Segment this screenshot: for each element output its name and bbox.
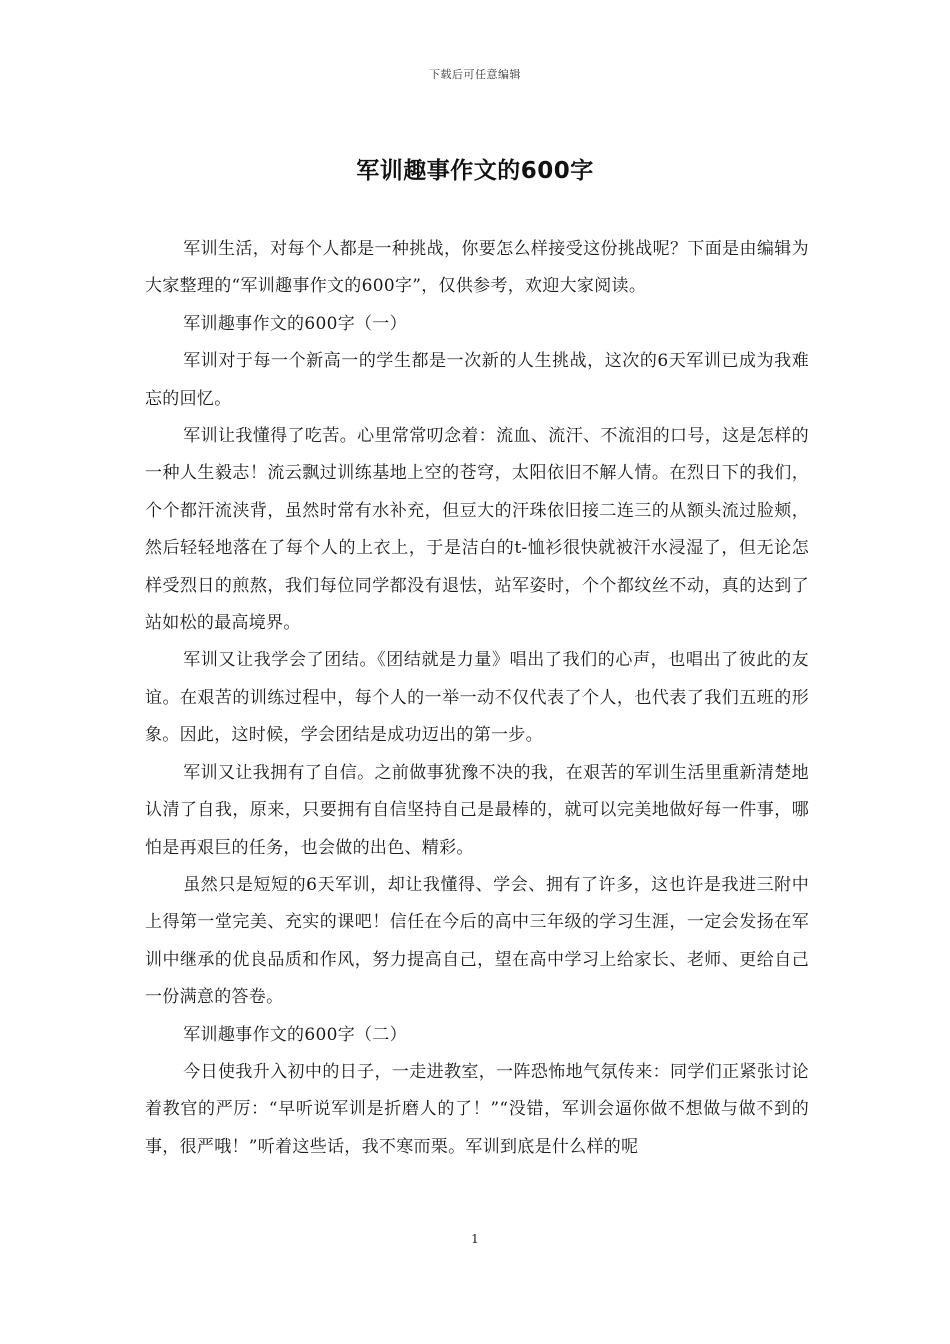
paragraph: 今日使我升入初中的日子，一走进教室，一阵恐怖地气氛传来：同学们正紧张讨论着教官的严厉：“早听说军训是折磨人的了！”“没错，军训会逼你做不想做与做不到的事，很严哦！”听着这些话，我不寒而栗。军训到底是什么样的呢 — [145, 1061, 809, 1157]
paragraph: 军训又让我学会了团结。《团结就是力量》唱出了我们的心声，也唱出了彼此的友谊。在艰苦的训练过程中，每个人的一举一动不仅代表了个人，也代表了我们五班的形象。因此，这时候，学会团结是成功迈出的第一步。 — [145, 650, 809, 746]
paragraph: 军训对于每一个新高一的学生都是一次新的人生挑战，这次的6天军训已成为我难忘的回忆。 — [145, 351, 809, 409]
paragraph-intro: 军训生活，对每个人都是一种挑战，你要怎么样接受这份挑战呢？下面是由编辑为大家整理的“军训趣事作文的600字”，仅供参考，欢迎大家阅读。 — [145, 239, 809, 297]
document-title: 军训趣事作文的600字 — [356, 158, 594, 184]
section-heading-1: 军训趣事作文的600字（一） — [183, 313, 407, 334]
page-number: 1 — [471, 1232, 479, 1246]
paragraph: 军训让我懂得了吃苦。心里常常叨念着：流血、流汗、不流泪的口号，这是怎样的一种人生毅志！流云飘过训练基地上空的苍穹，太阳依旧不解人情。在烈日下的我们，个个都汗流浃背，虽然时常有水补充，但豆大的汗珠依旧接二连三的从额头流过脸颊，然后轻轻地落在了每个人的上衣上，于是洁白的t-恤衫很快就被汗水浸湿了，但无论怎样受烈日的煎熬，我们每位同学都没有退怯，站军姿时，个个都纹丝不动，真的达到了站如松的最高境界。 — [145, 426, 809, 634]
section-heading-2: 军训趣事作文的600字（二） — [183, 1024, 407, 1045]
paragraph: 军训又让我拥有了自信。之前做事犹豫不决的我，在艰苦的军训生活里重新清楚地认清了自我，原来，只要拥有自信坚持自己是最棒的，就可以完美地做好每一件事，哪怕是再艰巨的任务，也会做的出色、精彩。 — [145, 762, 809, 858]
document-body — [145, 231, 809, 1166]
page-header-note: 下载后可任意编辑 — [429, 68, 521, 81]
paragraph: 虽然只是短短的6天军训，却让我懂得、学会、拥有了许多，这也许是我进三附中上得第一堂完美、充实的课吧！信任在今后的高中三年级的学习生涯，一定会发扬在军训中继承的优良品质和作风，努力提高自己，望在高中学习上给家长、老师、更给自己一份满意的答卷。 — [145, 874, 809, 1008]
